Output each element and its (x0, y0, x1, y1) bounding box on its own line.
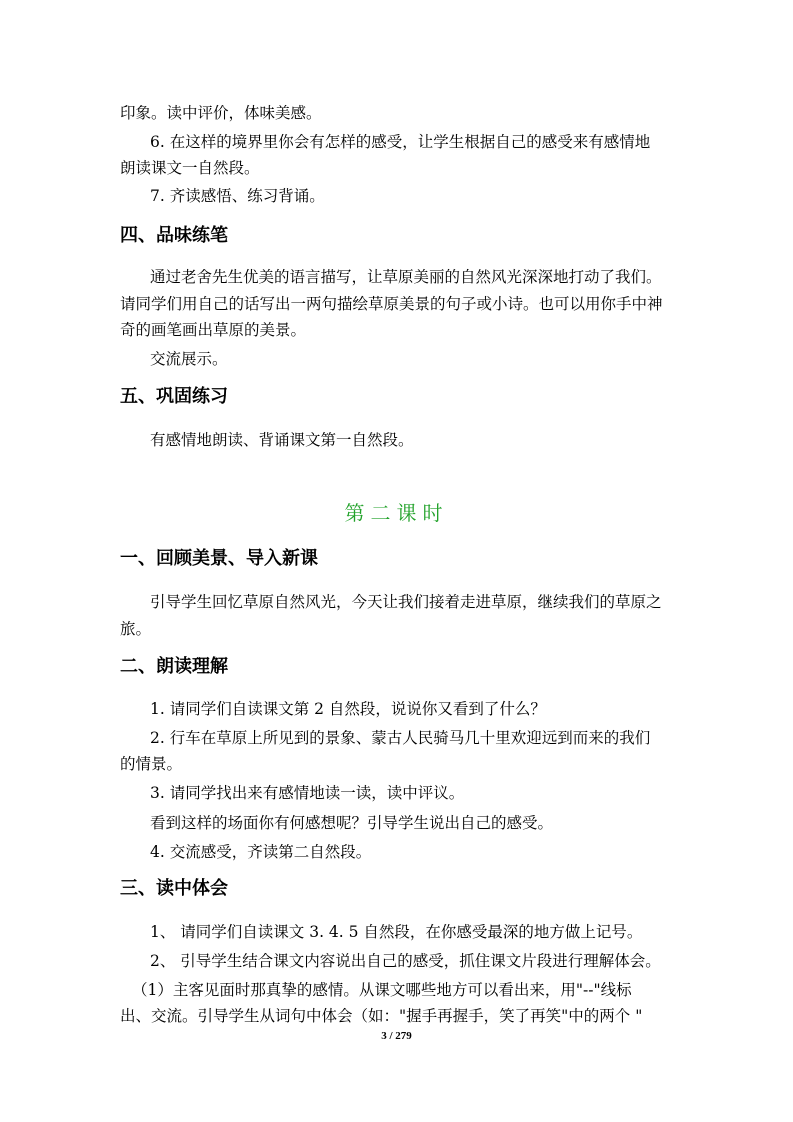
text-line: 引导学生回忆草原自然风光，今天让我们接着走进草原，继续我们的草原之 (150, 593, 662, 611)
text-line: 奇的画笔画出草原的美景。 (120, 321, 307, 339)
text-line: 2、 引导学生结合课文内容说出自己的感受，抓住课文片段进行理解体会。 (150, 952, 661, 970)
text-line: 6. 在这样的境界里你会有怎样的感受，让学生根据自己的感受来有感情地 (150, 133, 651, 151)
section-heading: 一、回顾美景、导入新课 (120, 548, 318, 569)
section-heading: 二、朗读理解 (120, 656, 228, 677)
text-line: 出、交流。引导学生从词句中体会（如："握手再握手，笑了再笑"中的两个 " (120, 1007, 643, 1025)
text-line: （1）主客见面时那真挚的感情。从课文哪些地方可以看出来，用"--"线标 (132, 981, 632, 999)
text-line: 交流展示。 (150, 350, 228, 368)
text-line: 印象。读中评价，体味美感。 (120, 104, 322, 122)
text-line: 7. 齐读感悟、练习背诵。 (150, 187, 325, 205)
text-line: 1、 请同学们自读课文 3. 4. 5 自然段，在你感受最深的地方做上记号。 (150, 923, 643, 941)
text-line: 3. 请同学找出来有感情地读一读，读中评议。 (150, 784, 465, 802)
text-line: 请同学们用自己的话写出一两句描绘草原美景的句子或小诗。也可以用你手中神 (120, 295, 663, 313)
text-line: 旅。 (120, 620, 152, 638)
section-heading: 四、品味练笔 (120, 225, 228, 246)
section-heading: 五、巩固练习 (120, 386, 228, 407)
lesson-title: 第二课时 (344, 501, 449, 525)
text-line: 4. 交流感受，齐读第二自然段。 (150, 843, 372, 861)
text-line: 的情景。 (120, 755, 183, 773)
text-line: 朗读课文一自然段。 (120, 159, 260, 177)
text-line: 通过老舍先生优美的语言描写，让草原美丽的自然风光深深地打动了我们。 (150, 268, 662, 286)
text-line: 1. 请同学们自读课文第 2 自然段，说说你又看到了什么？ (150, 700, 546, 718)
page-number: 3 / 279 (381, 1030, 412, 1042)
text-line: 2. 行车在草原上所见到的景象、蒙古人民骑马几十里欢迎远到而来的我们 (150, 729, 651, 747)
section-heading: 三、读中体会 (120, 878, 228, 899)
text-line: 有感情地朗读、背诵课文第一自然段。 (150, 431, 414, 449)
text-line: 看到这样的场面你有何感想呢？引导学生说出自己的感受。 (150, 814, 554, 832)
